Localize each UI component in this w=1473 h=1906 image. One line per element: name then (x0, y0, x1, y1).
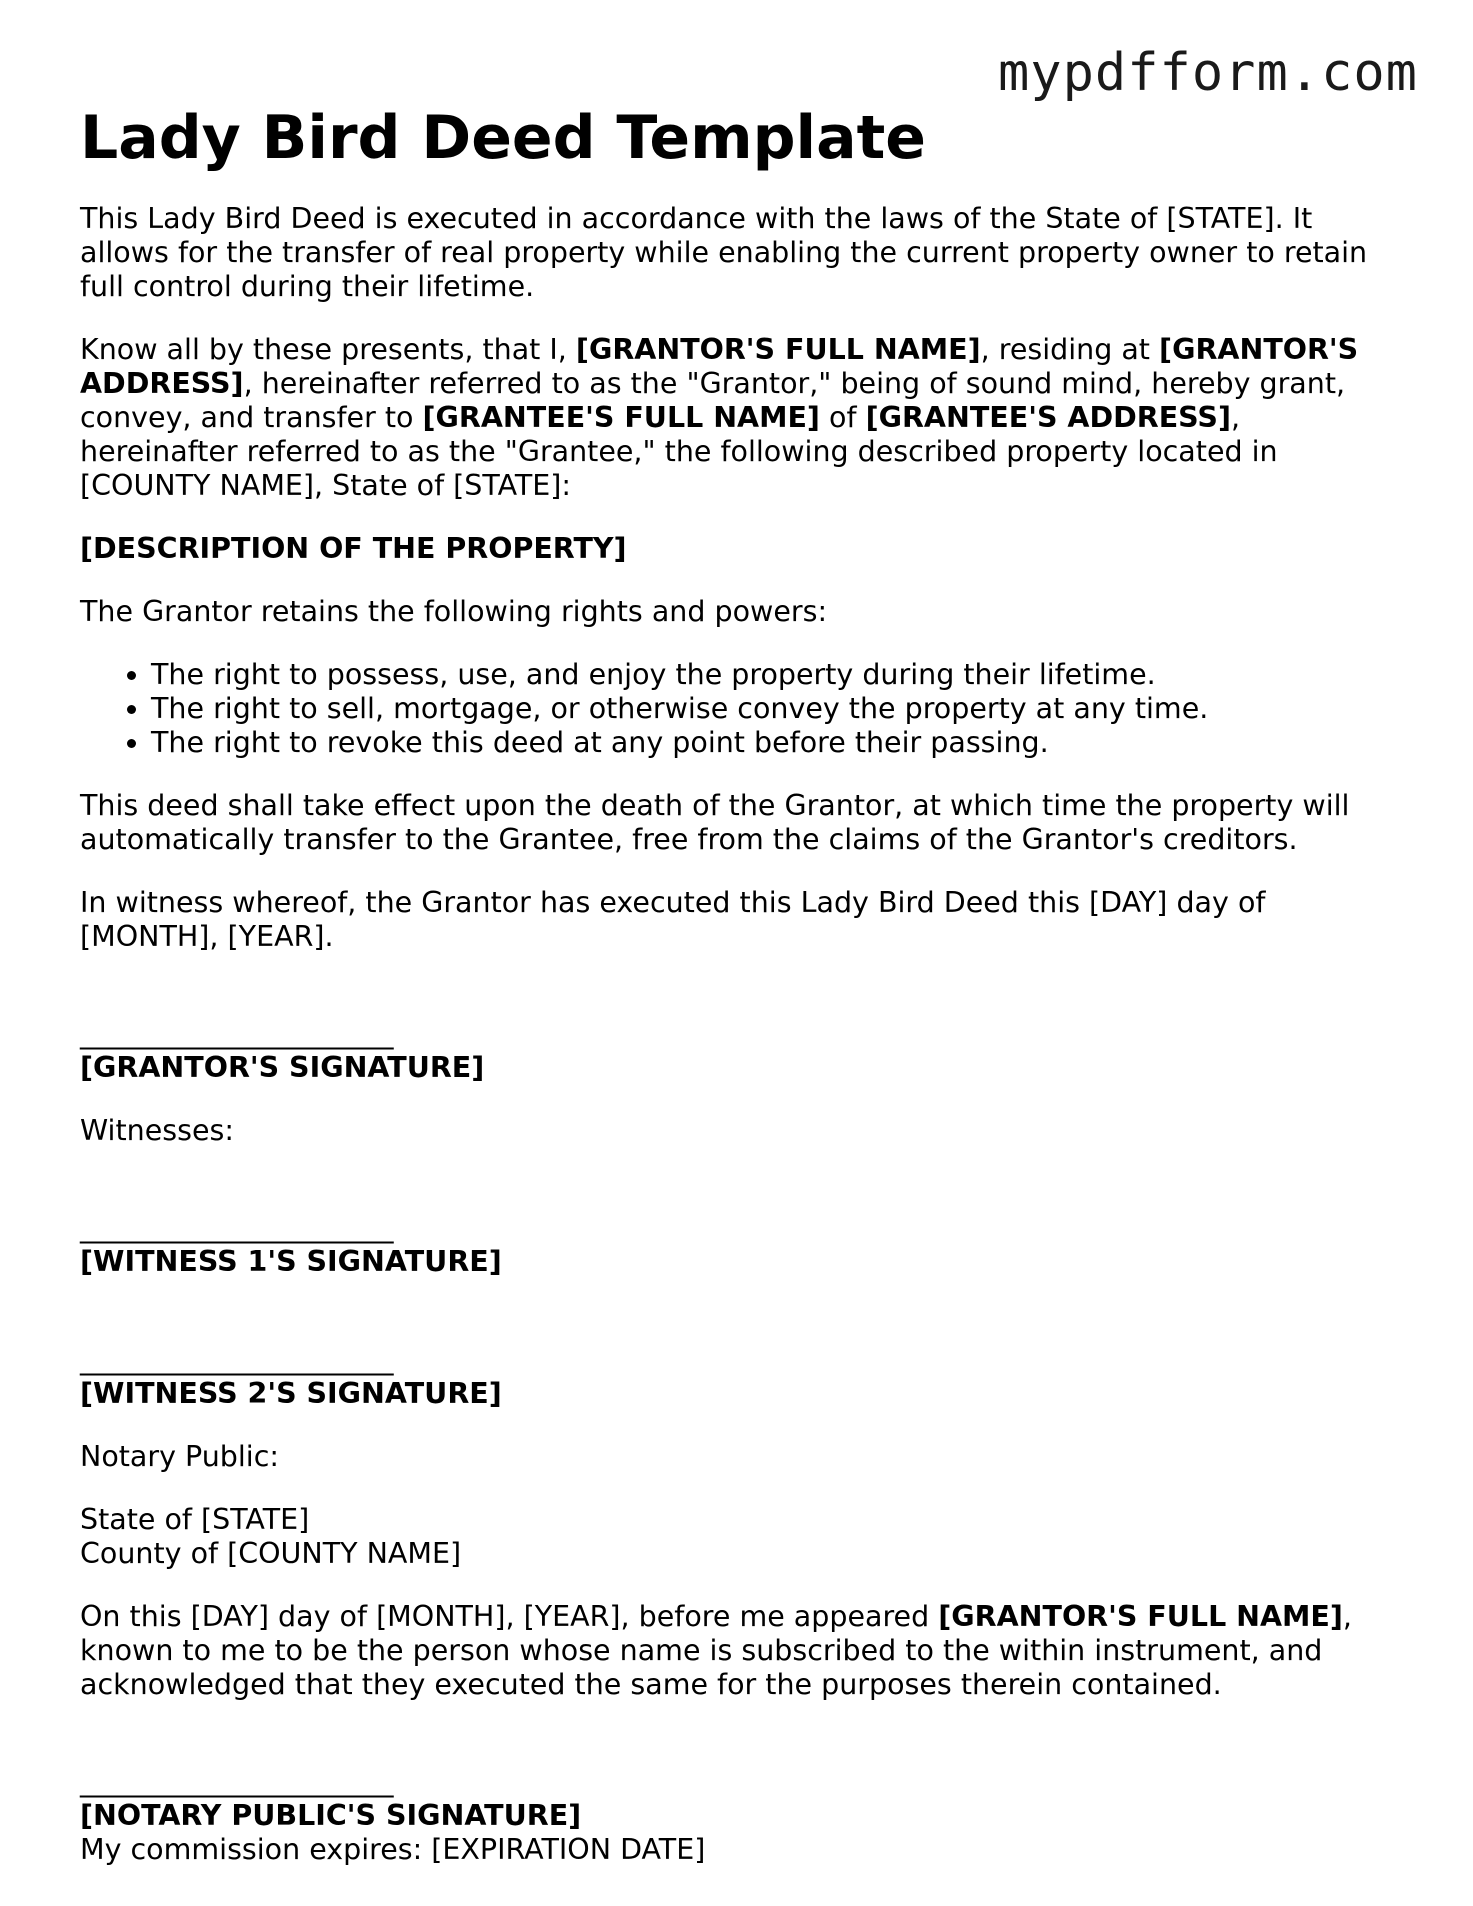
intro-paragraph: This Lady Bird Deed is executed in accordance with the laws of the State of [STATE]. It allows for the transfer of real property while enabling the current property owner to retain full control during their lifetime. (80, 202, 1368, 303)
witness2-signature-label: [WITNESS 2'S SIGNATURE] (80, 1377, 502, 1410)
property-description-placeholder: [DESCRIPTION OF THE PROPERTY] (80, 532, 627, 565)
list-item: • The right to revoke this deed at any point before their passing. (151, 726, 1400, 760)
grantor-address-placeholder: [GRANTOR'S ADDRESS] (80, 333, 1359, 400)
signature-line: ______________________ (80, 1211, 394, 1244)
grantee-address-placeholder: [GRANTEE'S ADDRESS] (865, 401, 1231, 434)
grant-text-3: , hereinafter referred to as the "Grantor," being of sound mind, hereby grant, convey, and transfer to (80, 367, 1346, 434)
witnesses-label: Witnesses: (80, 1114, 234, 1147)
venue-block (80, 1503, 1400, 1571)
property-description (80, 532, 1400, 566)
ack-grantor-name-placeholder: [GRANTOR'S FULL NAME] (938, 1600, 1343, 1633)
county-line: County of [COUNTY NAME] (80, 1537, 462, 1570)
grantor-signature-block (80, 983, 1400, 1085)
grant-text-2: , residing at (980, 333, 1160, 366)
grantee-name-placeholder: [GRANTEE'S FULL NAME] (422, 401, 820, 434)
state-line: State of [STATE] (80, 1503, 310, 1536)
signature-line: ______________________ (80, 1017, 394, 1050)
witness-clause: In witness whereof, the Grantor has executed this Lady Bird Deed this [DAY] day of [MONTH], [YEAR]. (80, 886, 1266, 953)
document-title: Lady Bird Deed Template (80, 103, 926, 173)
effect-paragraph: This deed shall take effect upon the death of the Grantor, at which time the property will automatically transfer to the Grantee, free from the claims of the Grantor's creditors. (80, 789, 1350, 856)
commission-expiration: My commission expires: [EXPIRATION DATE] (80, 1833, 706, 1866)
grantor-name-placeholder: [GRANTOR'S FULL NAME] (575, 333, 981, 366)
list-item: • The right to sell, mortgage, or otherwise convey the property at any time. (151, 692, 1400, 726)
signature-line: ______________________ (80, 1343, 394, 1376)
grant-text-1: Know all by these presents, that I, (80, 333, 576, 366)
notary-signature-block (80, 1731, 1400, 1867)
ack-text-2: , known to me to be the person whose name is subscribed to the within instrument, and acknowledged that they executed the same for the purposes therein contained. (80, 1600, 1352, 1701)
grantor-signature-label: [GRANTOR'S SIGNATURE] (80, 1051, 485, 1084)
acknowledgment-paragraph (80, 1600, 1400, 1702)
ack-text-1: On this [DAY] day of [MONTH], [YEAR], before me appeared (80, 1600, 939, 1633)
witness1-signature-label: [WITNESS 1'S SIGNATURE] (80, 1245, 502, 1278)
list-item: • The right to possess, use, and enjoy the property during their lifetime. (151, 658, 1400, 692)
grant-paragraph (80, 333, 1400, 503)
grant-text-4: of (819, 401, 866, 434)
document-page (80, 100, 1400, 1896)
grant-text-5: , hereinafter referred to as the "Grantee," the following described property located in [COUNTY NAME], State of [STATE]: (80, 401, 1278, 502)
rights-intro: The Grantor retains the following rights and powers: (80, 595, 828, 628)
rights-list (80, 658, 1400, 760)
notary-label: Notary Public: (80, 1440, 279, 1473)
witness1-signature-block (80, 1177, 1400, 1279)
signature-line: ______________________ (80, 1765, 394, 1798)
notary-signature-label: [NOTARY PUBLIC'S SIGNATURE] (80, 1799, 582, 1832)
watermark: mypdfform.com (998, 43, 1418, 103)
witness2-signature-block (80, 1308, 1400, 1411)
